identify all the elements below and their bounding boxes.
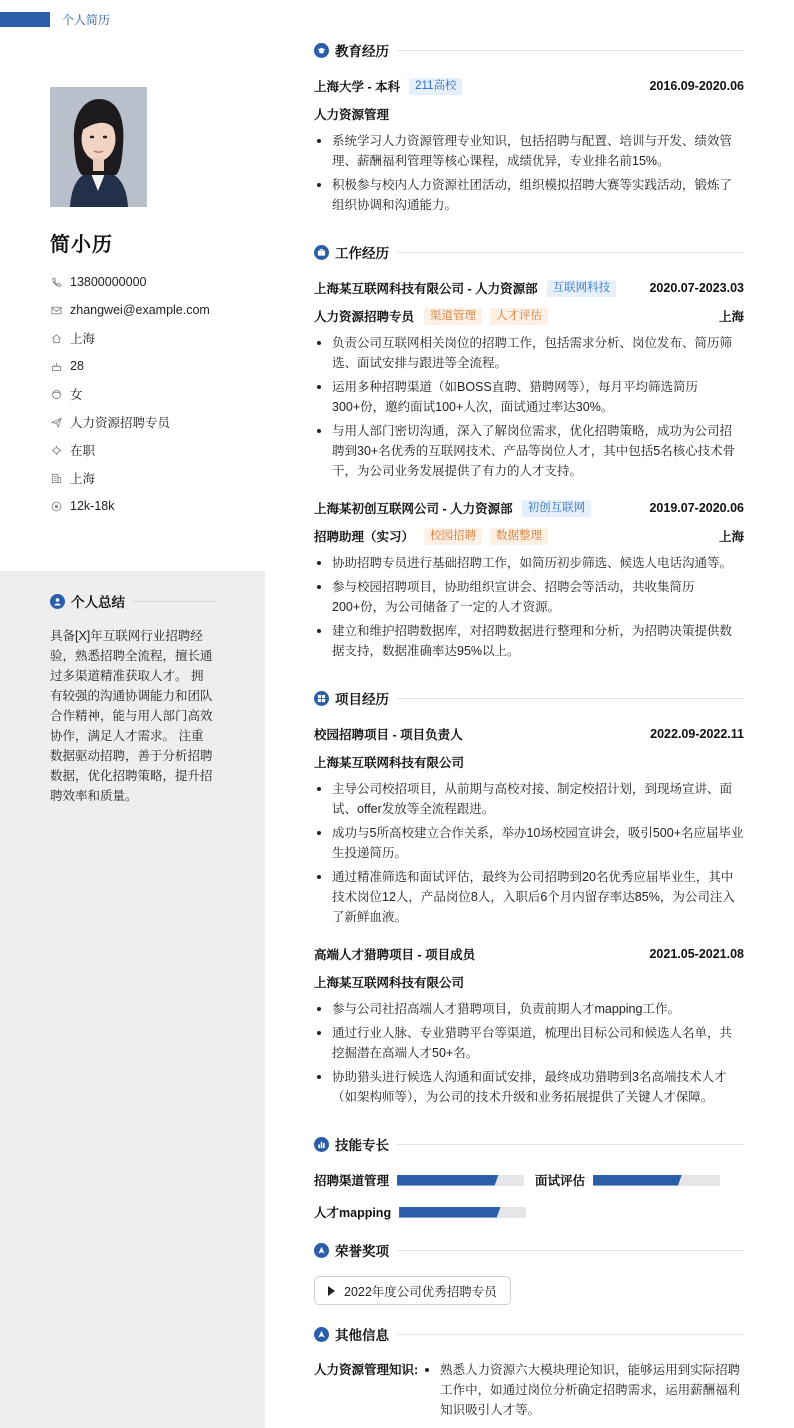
job-1-date: 2020.07-2023.03 [649,281,744,295]
other-label: 人力资源管理知识: [314,1363,419,1377]
skill-level-fill [593,1175,682,1186]
job-2-tag: 初创互联网 [522,500,592,517]
list-item: 运用多种招聘渠道（如BOSS直聘、猎聘网等），每月平均筛选简历300+份，邀约面试100+人次，面试通过率达30%。 [314,377,744,417]
skill-item [535,1172,720,1188]
list-item: 参与校园招聘项目，协助组织宣讲会、招聘会等活动，共收集简历200+份，为公司储备了一定的人才资源。 [314,577,744,617]
education-tag: 211高校 [409,78,462,95]
header-accent-bar [0,12,50,27]
project-2-date: 2021.05-2021.08 [649,947,744,961]
projects-divider [397,698,744,699]
work-title: 工作经历 [335,246,389,261]
skill-level-fill [399,1207,501,1218]
job-1-city: 上海 [718,310,744,324]
work-divider [397,252,744,253]
info-row-salary [50,492,210,520]
awards-header [314,1240,744,1260]
skills-title: 技能专长 [335,1138,389,1153]
skills-divider [397,1144,744,1145]
info-row-email [50,296,210,324]
skill-name: 人才mapping [314,1206,392,1220]
project-1-name-row [314,725,744,743]
award-text: 2022年度公司优秀招聘专员 [344,1284,497,1299]
skills-header [314,1134,744,1154]
info-row-phone [50,268,210,296]
profile-photo [50,87,147,207]
project-1-date: 2022.09-2022.11 [650,727,744,741]
summary-title: 个人总结 [71,595,125,610]
project-2-bullets [314,999,744,1111]
project-1-company: 上海某互联网科技有限公司 [314,756,465,770]
salary-icon [50,500,62,512]
info-status: 在职 [70,444,96,458]
info-city: 上海 [70,472,96,486]
building-icon [50,472,62,484]
gender-icon [50,388,62,400]
list-item: 系统学习人力资源管理专业知识，包括招聘与配置、培训与开发、绩效管理、薪酬福利管理等核心课程，成绩优异，专业排名前15%。 [314,131,744,171]
skill-item [314,1204,526,1220]
job-2-date: 2019.07-2020.06 [649,501,744,515]
list-item: 参与公司社招高端人才猎聘项目，负责前期人才mapping工作。 [314,999,744,1019]
projects-title: 项目经历 [335,692,389,707]
list-item: 熟悉人力资源六大模块理论知识，能够运用到实际招聘工作中，如通过岗位分析确定招聘需求，运用薪酬福利知识吸引人才等。 [422,1360,744,1420]
briefcase-icon [314,245,329,260]
bar-chart-icon [314,1137,329,1152]
summary-header [50,591,216,611]
job-2-role: 招聘助理（实习） [314,530,415,544]
job-2-role-tag: 校园招聘 [424,528,482,545]
project-2-company: 上海某互联网科技有限公司 [314,976,465,990]
skill-item [314,1172,524,1188]
list-item: 通过行业人脉、专业猎聘平台等渠道，梳理出目标公司和候选人名单，共挖掘潜在高端人才50+名。 [314,1023,744,1063]
project-1-company-row [314,753,744,771]
phone-icon [50,276,62,288]
resume-header-label: 个人简历 [62,13,111,27]
other-info-row [314,1360,744,1424]
send-icon [50,416,62,428]
list-item: 主导公司校招项目，从前期与高校对接、制定校招计划，到现场宣讲、面试、offer发放等全流程跟进。 [314,779,744,819]
awards-title: 荣誉奖项 [335,1244,389,1259]
project-2-name: 高端人才猎聘项目 - 项目成员 [314,948,476,962]
job-1-role-row [314,307,744,325]
list-item: 负责公司互联网相关岗位的招聘工作，包括需求分析、岗位发布、简历筛选、面试安排与跟进等全流程。 [314,333,744,373]
contact-info-list [50,268,210,520]
list-item: 协助招聘专员进行基础招聘工作，如简历初步筛选、候选人电话沟通等。 [314,553,744,573]
work-header [314,242,744,262]
education-date: 2016.09-2020.06 [649,79,744,93]
job-1-tag: 互联网科技 [547,280,617,297]
award-icon [314,1243,329,1258]
education-divider [397,50,744,51]
summary-text: 具备[X]年互联网行业招聘经验，熟悉招聘全流程，擅长通过多渠道精准获取人才。 拥有较强的沟通协调能力和团队合作精神，能与用人部门高效协作，满足人才需求。 注重数据驱动招聘，善于分析招聘数据，优化招聘策略，提升招聘效率和质量。 [50,629,213,803]
summary-divider [133,601,216,602]
education-major: 人力资源管理 [314,108,390,122]
list-item: 成功与5所高校建立合作关系，举办10场校园宣讲会，吸引500+名应届毕业生投递简历。 [314,823,744,863]
list-item: 积极参与校内人力资源社团活动，组织模拟招聘大赛等实践活动，锻炼了组织协调和沟通能力。 [314,175,744,215]
skill-name: 招聘渠道管理 [314,1174,390,1188]
job-2-company: 上海某初创互联网公司 - 人力资源部 [314,502,513,516]
other-title: 其他信息 [335,1328,389,1343]
skill-bar [397,1175,524,1186]
grid-icon [314,691,329,706]
job-2-company-row [314,499,744,517]
job-2-city: 上海 [718,530,744,544]
graduation-cap-icon [314,43,329,58]
project-2-company-row [314,973,744,991]
education-header [314,40,744,60]
awards-divider [397,1250,744,1251]
age-icon [50,360,62,372]
home-icon [50,332,62,344]
info-salary: 12k-18k [70,499,115,513]
skill-bar [399,1207,526,1218]
education-bullets [314,131,744,219]
project-1-bullets [314,779,744,931]
info-phone: 13800000000 [70,275,147,289]
info-row-age [50,352,210,380]
info-email: zhangwei@example.com [70,303,210,317]
info-age: 28 [70,359,84,373]
play-icon [328,1286,335,1296]
job-1-role-tag: 人才评估 [490,308,548,325]
job-2-role-row [314,527,744,545]
other-header [314,1324,744,1344]
list-item: 通过精准筛选和面试评估，最终为公司招聘到20名优秀应届毕业生，其中技术岗位12人，产品岗位8人，入职后6个月内留存率达85%，为公司注入了新鲜血液。 [314,867,744,927]
other-divider [397,1334,744,1335]
info-location: 上海 [70,332,96,346]
education-school-row [314,77,744,95]
user-icon [50,594,65,609]
job-1-bullets [314,333,744,485]
education-major-row [314,105,744,123]
job-2-role-tag: 数据整理 [490,528,548,545]
job-1-company: 上海某互联网科技有限公司 - 人力资源部 [314,282,538,296]
skill-name: 面试评估 [535,1174,586,1188]
mail-icon [50,304,62,316]
project-2-name-row [314,945,744,963]
education-title: 教育经历 [335,44,389,59]
info-icon [314,1327,329,1342]
info-gender: 女 [70,388,83,402]
list-item: 与用人部门密切沟通，深入了解岗位需求，优化招聘策略，成功为公司招聘到30+名优秀的互联网技术、产品等岗位人才，其中包括5名核心技术骨干，为公司业务发展提供了有力的人才支持。 [314,421,744,481]
info-row-position [50,408,210,436]
education-school: 上海大学 - 本科 [314,80,401,94]
status-icon [50,444,62,456]
info-row-gender [50,380,210,408]
skill-bar [593,1175,720,1186]
job-1-role: 人力资源招聘专员 [314,310,415,324]
list-item: 协助猎头进行候选人沟通和面试安排，最终成功猎聘到3名高端技术人才（如架构师等），为公司的技术升级和业务拓展提供了关键人才保障。 [314,1067,744,1107]
job-1-company-row [314,279,744,297]
profile-name: 简小历 [50,234,113,256]
projects-header [314,688,744,708]
info-row-status [50,436,210,464]
list-item: 建立和维护招聘数据库，对招聘数据进行整理和分析，为招聘决策提供数据支持，数据准确率达95%以上。 [314,621,744,661]
skill-level-fill [397,1175,499,1186]
info-position: 人力资源招聘专员 [70,416,171,430]
info-row-location [50,324,210,352]
award-badge [314,1276,511,1305]
info-row-city [50,464,210,492]
job-2-bullets [314,553,744,665]
job-1-role-tag: 渠道管理 [424,308,482,325]
project-1-name: 校园招聘项目 - 项目负责人 [314,728,463,742]
